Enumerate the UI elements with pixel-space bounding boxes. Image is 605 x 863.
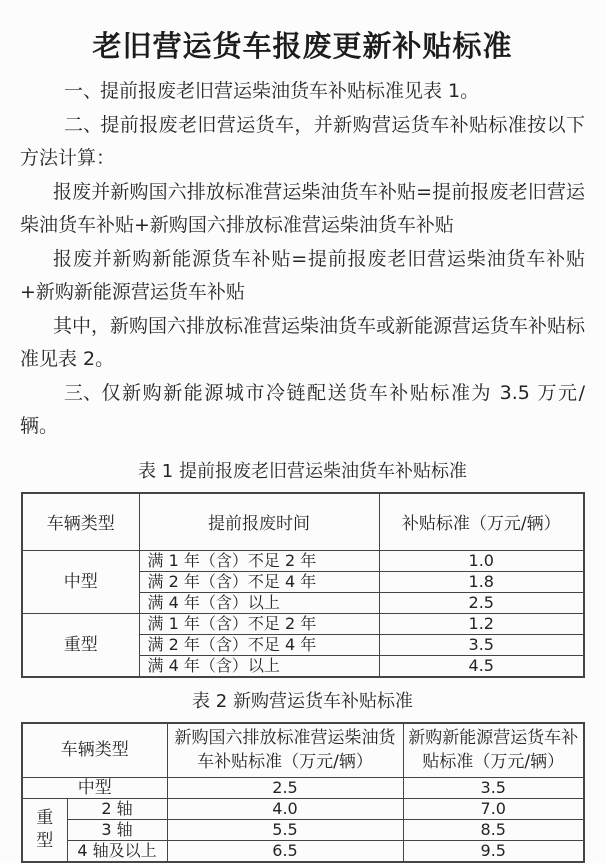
header-vehicle-type: 车辆类型	[22, 723, 167, 778]
cell-scrap-time: 满 2 年（含）不足 4 年	[139, 634, 379, 655]
cell-diesel-value: 4.0	[167, 798, 403, 819]
header-scrap-time: 提前报废时间	[139, 493, 379, 551]
paragraph-4: 报废并新购新能源货车补贴=提前报废老旧营运柴油货车补贴+新购新能源营运货车补贴	[20, 247, 585, 303]
table1-caption: 表 1 提前报废老旧营运柴油货车补贴标准	[138, 460, 467, 482]
cell-subsidy-value: 1.0	[379, 550, 584, 571]
table-row	[22, 613, 584, 634]
list-number: 三、	[64, 381, 103, 404]
header-subsidy-standard: 补贴标准（万元/辆）	[379, 493, 584, 551]
cell-vehicle-type-medium: 中型	[22, 777, 167, 798]
cell-scrap-time: 满 2 年（含）不足 4 年	[139, 571, 379, 592]
cell-new-energy-value: 7.0	[403, 798, 584, 819]
header-vehicle-type: 车辆类型	[22, 493, 139, 551]
paragraph-3: 报废并新购国六排放标准营运柴油货车补贴=提前报废老旧营运柴油货车补贴+新购国六排放标准营运柴油货车补贴	[20, 180, 585, 236]
paragraph-6	[20, 377, 585, 444]
table-row	[22, 840, 584, 862]
table-row	[22, 819, 584, 840]
table-row	[22, 798, 584, 819]
table-row	[22, 550, 584, 571]
list-number: 二、	[64, 113, 103, 136]
paragraph-text: 提前报废老旧营运柴油货车补贴标准见表 1。	[100, 80, 480, 102]
cell-subsidy-value: 3.5	[379, 634, 584, 655]
cell-diesel-value: 6.5	[167, 840, 403, 862]
table2-new-purchase-subsidy	[21, 722, 585, 863]
paragraph-2	[20, 109, 585, 176]
cell-vehicle-type-medium: 中型	[22, 550, 139, 613]
cell-scrap-time: 满 1 年（含）不足 2 年	[139, 613, 379, 634]
cell-subsidy-value: 4.5	[379, 655, 584, 677]
paragraph-text: 提前报废老旧营运货车，并新购营运货车补贴标准按以下方法计算：	[20, 113, 585, 169]
table2-caption: 表 2 新购营运货车补贴标准	[192, 690, 413, 712]
cell-subsidy-value: 2.5	[379, 592, 584, 613]
header-diesel-subsidy: 新购国六排放标准营运柴油货车补贴标准（万元/辆）	[167, 723, 403, 778]
body-paragraphs	[20, 75, 585, 444]
cell-subsidy-value: 1.8	[379, 571, 584, 592]
cell-axle-type: 3 轴	[67, 819, 167, 840]
table-header-row	[22, 493, 584, 551]
vertical-label: 重型	[36, 808, 54, 851]
table-header-row	[22, 723, 584, 778]
header-new-energy-subsidy: 新购新能源营运货车补贴标准（万元/辆）	[403, 723, 584, 778]
table1-early-scrap-subsidy	[21, 492, 585, 678]
list-number: 一、	[64, 80, 103, 102]
cell-new-energy-value: 8.5	[403, 819, 584, 840]
paragraph-5: 其中，新购国六排放标准营运柴油货车或新能源营运货车补贴标准见表 2。	[20, 314, 586, 370]
cell-vehicle-type-heavy	[22, 798, 67, 862]
cell-diesel-value: 5.5	[167, 819, 403, 840]
paragraph-1	[20, 75, 585, 109]
cell-new-energy-value: 9.5	[403, 840, 584, 862]
cell-new-energy-value: 3.5	[403, 777, 584, 798]
table-row	[22, 777, 584, 798]
cell-subsidy-value: 1.2	[379, 613, 584, 634]
cell-scrap-time: 满 4 年（含）以上	[139, 655, 379, 677]
cell-axle-type: 4 轴及以上	[67, 840, 167, 862]
cell-vehicle-type-heavy: 重型	[22, 613, 139, 677]
document-title: 老旧营运货车报废更新补贴标准	[92, 29, 513, 63]
cell-diesel-value: 2.5	[167, 777, 403, 798]
cell-scrap-time: 满 1 年（含）不足 2 年	[139, 550, 379, 571]
cell-axle-type: 2 轴	[67, 798, 167, 819]
paragraph-text: 仅新购新能源城市冷链配送货车补贴标准为 3.5 万元/辆。	[20, 381, 585, 437]
cell-scrap-time: 满 4 年（含）以上	[139, 592, 379, 613]
